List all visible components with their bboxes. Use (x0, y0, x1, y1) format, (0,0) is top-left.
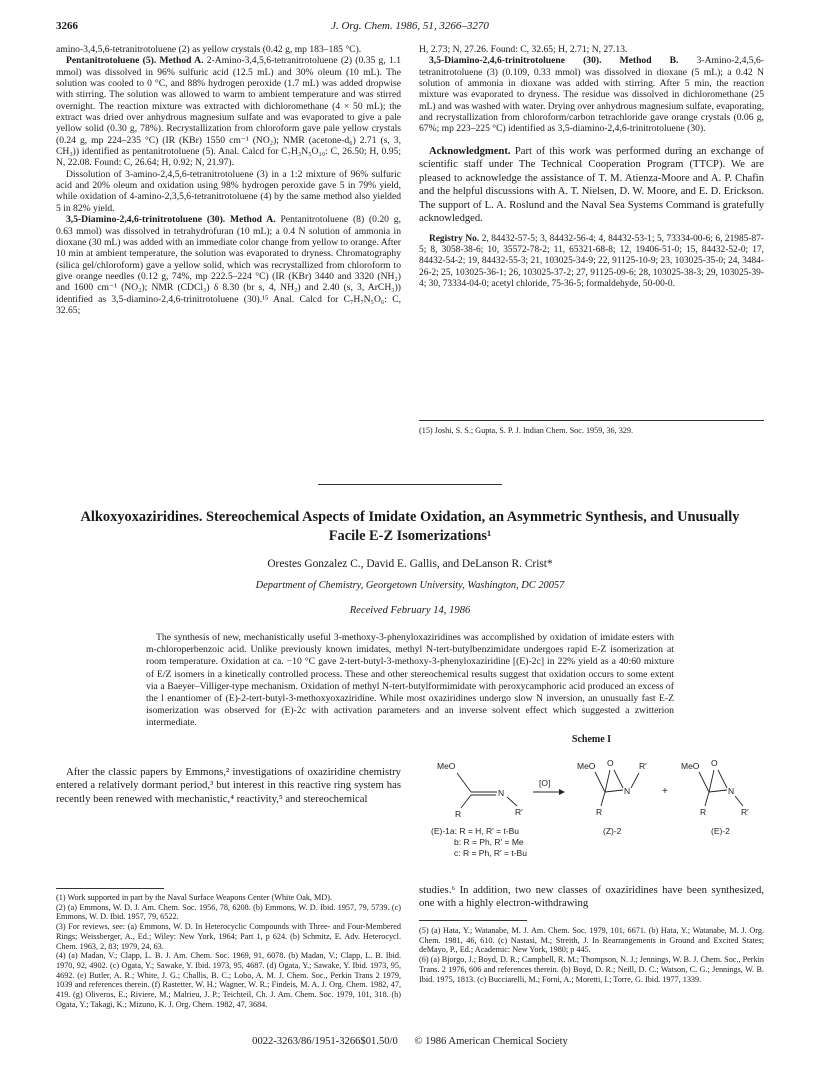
footnotes-right (419, 926, 764, 984)
experimental-left-column (56, 44, 401, 316)
scheme-1 (419, 734, 764, 879)
paragraph: 3,5-Diamino-2,4,6-trinitrotoluene (30). Method A. Pentanitrotoluene (8) (0.20 g, 0.63 mmol) was dissolved in tetrahydrofuran (10 mL); a 0.4 N solution of ammonia in dioxane (30 mL) was added with an immediate color change from yellow to orange. After 10 min at ambient temperature, the solution was evaporated to dryness. Chromatography (silica gel/chloroform) gave a yellow solid, which was recrystallized from chloroform to give orange needles (0.12 g, 74%, mp 222.5–224 °C) (IR (KBr) 3440 and 3320 (NH₂) and 1600 cm⁻¹ (NO₂); NMR (CDCl₃) δ 8.30 (br s, 4, NH₂) and 2.40 (s, 3, ArCH₃)) identified as 3,5-diamino-2,4,6-trinitrotoluene (30).¹⁵ Anal. Calcd for C₇H₇N₅O₆: C, 32.65; (56, 214, 401, 316)
article-code: 0022-3263/86/1951-3266$01.50/0 (252, 1036, 398, 1047)
atom-label: MeO (437, 761, 456, 771)
atom-label: MeO (577, 761, 596, 771)
atom-label: N (728, 786, 735, 796)
atom-label: N (498, 788, 505, 798)
atom-label: R (455, 809, 462, 819)
reagent-label: [O] (539, 778, 551, 788)
acknowledgment: Acknowledgment. Part of this work was performed during an exchange of scientific staff under The Technical Cooperation Program (TTCP). We are pleased to acknowledge the assistance of T. M. Atienza-Moore and A. P. Chafin and the helpful discussions with A. T. Nielsen, D. W. Moore, and E. D. Erickson. The support of L. A. Roslund and the Naval Sea Systems Command is gratefully acknowledged. (419, 145, 764, 225)
article-separator (318, 484, 502, 485)
footnote: (4) (a) Madan, V.; Clapp, L. B. J. Am. Chem. Soc. 1969, 91, 6078. (b) Madan, V.; Clapp, L. B. Ibid. 1970, 92, 4902. (c) Ogata, Y.; Sawake, Y. Ibid. 1973, 95, 4687. (d) Ogata, Y.; Sawake, Y. Ibid. 1973, 95, 4692. (e) Butler, A. R.; White, J. G.; Challis, B. C.; Lobo, A. M. J. Chem. Soc., Perkin Trans 2 1979, 1039 and references therein. (f) Rastetter, W. H.; Wagner, W. R.; Findeis, M. A. J. Org. Chem. 1982, 47, 419. (g) Oliveros, E.; Riviere, M.; Malrieu, J. P.; Teichteil, Ch. J. Am. Chem. Soc. 1979, 101, 318. (h) Ogata, Y.; Takagi, K.; Mizuno, K. J. Org. Chem. 1982, 47, 3684. (56, 951, 401, 1009)
footnote-rule (56, 888, 164, 889)
atom-label: MeO (681, 761, 700, 771)
footnote: (15) Joshi, S. S.; Gupta, S. P. J. Indian Chem. Soc. 1959, 36, 329. (419, 426, 634, 435)
compound-label: c: R = Ph, R′ = t-Bu (454, 848, 527, 858)
paragraph: 3,5-Diamino-2,4,6-trinitrotoluene (30). Method B. 3-Amino-2,4,5,6-tetranitrotoluene (3) (0.109, 0.33 mmol) was dissolved in dioxane (5 mL); a 0.42 N solution of ammonia in dioxane was added with stirring. After 5 min, the reaction mixture was evaporated to dryness. The residue was dissolved in dichloromethane (25 mL) and was washed with water. Drying over anhydrous magnesium sulfate, evaporating, and recrystallization from chloroform/carbon tetrachloride gave orange crystals (0.06 g, 67%; mp 223–225 °C) identified as 3,5-diamino-2,4,6-trinitrotoluene (30). (419, 55, 764, 135)
footnote-rule (419, 420, 764, 421)
compound-label: (Z)-2 (603, 826, 622, 836)
atom-label: R (596, 807, 603, 817)
registry-numbers: Registry No. 2, 84432-57-5; 3, 84432-56-4; 4, 84432-53-1; 5, 73334-00-6; 6, 21985-87-5; 8, 3058-38-6; 10, 35572-78-2; 11, 65321-68-8; 12, 19406-51-0; 15, 84432-52-0; 17, 84432-54-2; 19, 84432-55-3; 21, 103025-34-9; 22, 91125-10-9; 23, 103025-35-0; 24, 3484-26-2; 25, 103025-36-1; 26, 103025-37-2; 27, 91125-09-6; 28, 103025-38-3; 29, 103025-39-4; 30, 73334-04-0; acetyl chloride, 75-36-5; formaldehyde, 50-00-0. (419, 233, 764, 289)
paragraph: Dissolution of 3-amino-2,4,5,6-tetranitrotoluene (3) in a 1:2 mixture of 96% sulfuric acid and 20% oleum and oxidation using 98% hydrogen peroxide gave 5 in 79% yield, while oxidation of 4-amino-2,3,5,6-tetranitrotoluene (4) by the same method also yielded 5 in 82% yield. (56, 168, 401, 214)
section-heading: Pentanitrotoluene (5). Method A. (66, 55, 204, 67)
registry-heading: Registry No. (429, 233, 480, 244)
footnotes-top (419, 426, 764, 436)
section-heading: 3,5-Diamino-2,4,6-trinitrotoluene (30). Method A. (66, 214, 276, 226)
atom-label: R′ (515, 807, 523, 817)
footnote-rule (419, 920, 527, 921)
atom-label: O (711, 758, 718, 768)
compound-label: (E)-1a: R = H, R′ = t-Bu (431, 826, 520, 836)
paragraph: amino-3,4,5,6-tetranitrotoluene (2) as yellow crystals (0.42 g, mp 183–185 °C). (56, 44, 362, 55)
article-affiliation: Department of Chemistry, Georgetown University, Washington, DC 20057 (255, 580, 565, 591)
experimental-right-column (419, 44, 764, 290)
atom-label: R (700, 807, 707, 817)
introduction-left (56, 766, 401, 806)
article-authors: Orestes Gonzalez C., David E. Gallis, and DeLanson R. Crist* (267, 558, 553, 570)
journal-citation: J. Org. Chem. 1986, 51, 3266–3270 (331, 20, 489, 32)
atom-label: R′ (639, 761, 647, 771)
footnotes-left (56, 893, 401, 1009)
atom-label: R′ (741, 807, 749, 817)
footnote: (6) (a) Bjorgo, J.; Boyd, D. R.; Campbell, R. M.; Thompson, N. J.; Jennings, W. B. J. Chem. Soc., Perkin Trans. 2 1976, 606 and references therein. (b) Boyd, D. R.; Neill, D. C.; Watson, C. G.; Jennings, W. B. Ibid. 1975, 1813. (c) Bucciarelli, M.; Forni, A.; Moretti, I.; Torre, G. Ibid. 1977, 1339. (419, 955, 764, 984)
page-footer (56, 1036, 764, 1047)
scheme-title: Scheme I (571, 734, 612, 745)
paragraph: studies.⁶ In addition, two new classes of oxaziridines have been synthesized, one with a highly electron-withdrawing (419, 884, 764, 910)
footnote: (2) (a) Emmons, W. D. J. Am. Chem. Soc. 1956, 78, 6208. (b) Emmons, W. D. Ibid. 1957, 79, 5739. (c) Emmons, W. D. Ibid. 1957, 79, 6522. (56, 902, 401, 922)
article-title: Alkoxyoxaziridines. Stereochemical Aspects of Imidate Oxidation, an Asymmetric Synthesis, and Unusually Facile E-Z Isomerizations¹ (80, 509, 740, 544)
footnote: (3) For reviews, see: (a) Emmons, W. D. In Heterocyclic Compounds with Three- and Four-Membered Rings; Weissberger, A., Ed.; Wiley: New York, 1964; Part 1, p 624. (b) Schmitz, E. Adv. Heterocycl. Chem. 1963, 2, 83; 1979, 24, 63. (56, 922, 401, 951)
running-header (56, 20, 764, 36)
paragraph: H, 2.73; N, 27.26. Found: C, 32.65; H, 2.71; N, 27.13. (419, 44, 628, 55)
acknowledgment-heading: Acknowledgment. (429, 145, 511, 157)
section-heading: 3,5-Diamino-2,4,6-trinitrotoluene (30). Method B. (429, 55, 679, 67)
footnote: (1) Work supported in part by the Naval Surface Weapons Center (White Oak, MD). (56, 893, 332, 902)
scheme-structures (419, 748, 764, 868)
page-number: 3266 (56, 20, 78, 32)
atom-label: N (624, 786, 631, 796)
compound-label: (E)-2 (711, 826, 730, 836)
paragraph: Pentanitrotoluene (5). Method A. 2-Amino-3,4,5,6-tetranitrotoluene (2) (0.35 g, 1.1 mmol) was dissolved in 96% sulfuric acid (12.5 mL) and 30% oleum (10 mL). The solution was cooled to 0 °C, and 88% hydrogen peroxide (1.7 mL) was added dropwise with stirring. The solution was allowed to warm to ambient temperature and was stirred overnight. The reaction mixture was extracted with dichloromethane (4 × 50 mL); the extract was dried over anhydrous magnesium sulfate and was evaporated to give a pale yellow solid (0.30 g, 78%). Recrystallization from chloroform gave pale yellow crystals (0.24 g, mp 224–235 °C) (IR (KBr) 1550 cm⁻¹ (NO₂); NMR (acetone-d₆) 2.71 (s, 3, CH₃)) identified as pentanitrotoluene (5). Anal. Calcd for C₇H₃N₅O₁₀: C, 26.50; H, 0.95; N, 22.08. Found: C, 26.64; H, 0.92; N, 21.97). (56, 55, 401, 169)
copyright: © 1986 American Chemical Society (414, 1036, 568, 1047)
paragraph: After the classic papers by Emmons,² investigations of oxaziridine chemistry entered a relatively dormant period,³ but interest in this reactive ring system has recently been renewed with mechanistic,⁴ reactivity,⁵ and stereochemical (56, 766, 401, 805)
abstract: The synthesis of new, mechanistically useful 3-methoxy-3-phenyloxaziridines was accomplished by oxidation of imidate esters with m-chloroperbenzoic acid. Unlike previously known imidates, methyl N-tert-butylbenzimidate undergoes rapid E-Z isomerization at room temperature. Oxidation at ca. −10 °C gave 2-tert-butyl-3-methoxy-3-phenyloxaziridine [(E)-2c] in 22% yield as a 40:60 mixture of E/Z isomers in a kinetically controlled process. These and other stereochemical results suggest that oxidation occurs to some extent via a Baeyer–Villiger-type mechanism. Oxidation of methyl N-tert-butylformimidate with peroxycamphoric acid produced an excess of the l enantiomer of (E)-2-tert-butyl-3-methoxyoxaziridine. While most oxaziridines undergo slow N inversion, an unusually fast E-Z isomerization was observed for (E)-2c with activation parameters and an inverse solvent effect which suggested a zwitterion intermediate. (146, 632, 674, 729)
compound-label: b: R = Ph, R′ = Me (454, 837, 524, 847)
footnote: (5) (a) Hata, Y.; Watanabe, M. J. Am. Chem. Soc. 1979, 101, 6671. (b) Hata, Y.; Watanabe, M. J. Org. Chem. 1981, 46, 610. (c) Nastasi, M.; Streith, J. In Rearrangements in Ground and Excited States; deMayo, P., Ed.; Academic: New York, 1980; p 445. (419, 926, 764, 955)
received-date: Received February 14, 1986 (349, 605, 471, 616)
atom-label: O (607, 758, 614, 768)
introduction-right (419, 884, 764, 911)
plus-sign: + (662, 786, 668, 797)
